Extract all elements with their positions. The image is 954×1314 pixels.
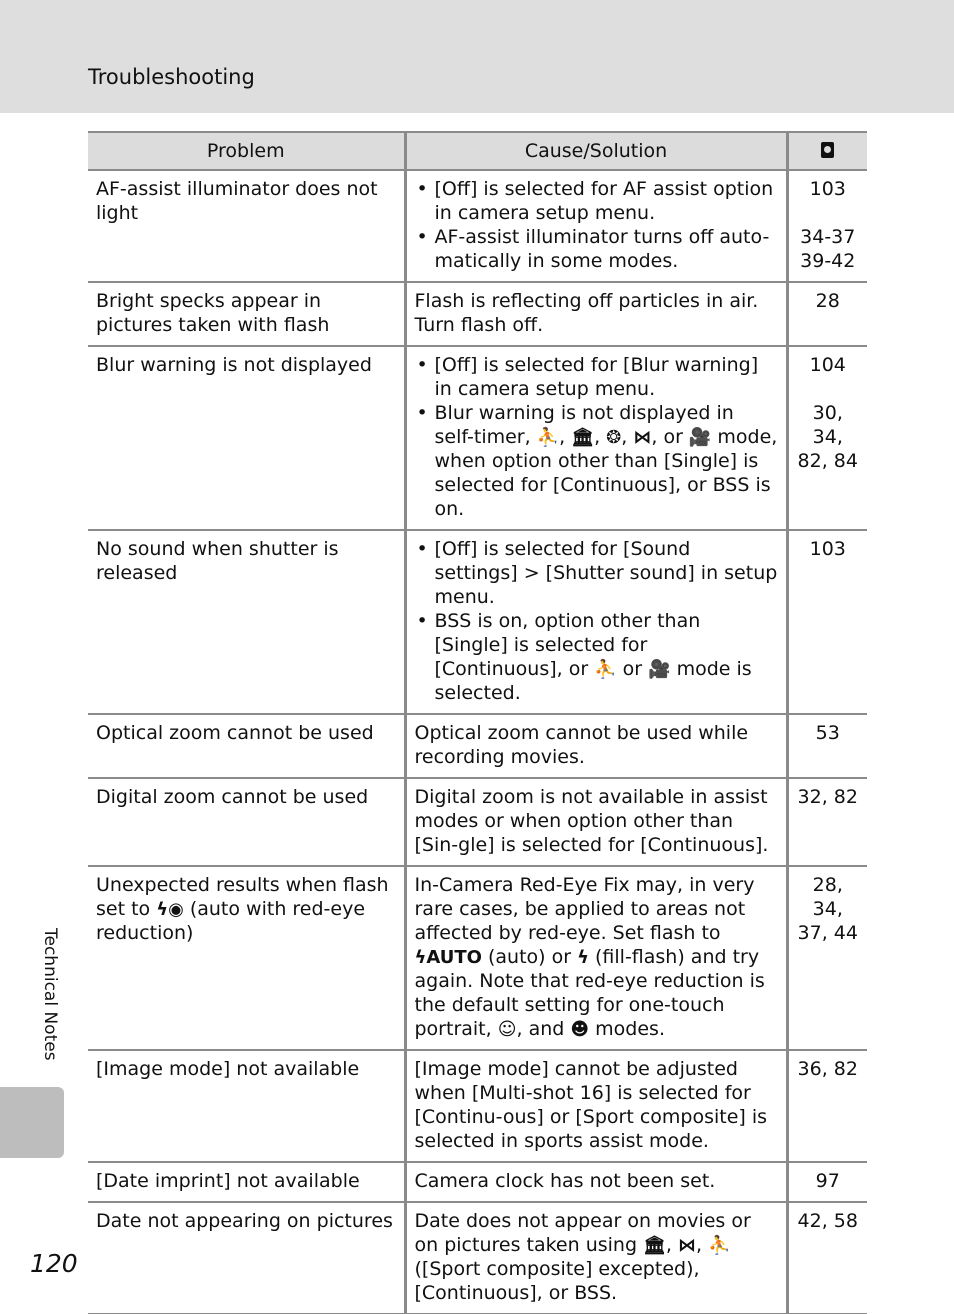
page-cell: [787, 778, 867, 866]
museum-mode-icon: 🏛: [643, 1235, 666, 1256]
table-row: [88, 530, 867, 714]
page-cell: [787, 1162, 867, 1202]
page-ref: 34,: [812, 426, 843, 448]
page-ref: 34,: [812, 898, 843, 920]
cause-cell: [405, 346, 787, 530]
dusk-mode-icon: ⋈: [678, 1235, 697, 1256]
page-number: 120: [30, 1249, 78, 1278]
cause-cell: Camera clock has not been set.: [405, 1162, 787, 1202]
dusk-mode-icon: ⋈: [633, 427, 652, 448]
table-row: [88, 1202, 867, 1314]
sport-mode-icon: ⛹: [536, 427, 560, 448]
page-cell: [787, 866, 867, 1050]
table-row: [88, 1050, 867, 1162]
problem-cell: Blur warning is not displayed: [88, 346, 405, 530]
page-ref: 39-42: [800, 250, 856, 272]
list-item: • [Off] is selected for [Blur warning] in camera setup menu.: [415, 353, 778, 401]
page-ref: 28,: [812, 874, 843, 896]
museum-mode-icon: 🏛: [571, 427, 595, 448]
problem-cell: No sound when shutter is released: [88, 530, 405, 714]
table-row: [88, 778, 867, 866]
problem-cell: Optical zoom cannot be used: [88, 714, 405, 778]
cause-cell: Flash is reflecting off particles in air. Turn flash off.: [405, 282, 787, 346]
list-item: • BSS is on, option other than [Single] is selected for [Continuous], or ⛹ or 🎥 mode is selected.: [415, 609, 778, 705]
problem-cell: [Date imprint] not available: [88, 1162, 405, 1202]
cause-cell: [405, 170, 787, 282]
problem-cell: Digital zoom cannot be used: [88, 778, 405, 866]
page-ref: 32, 82: [797, 786, 858, 808]
page-ref: 30,: [812, 402, 843, 424]
problem-cell: Bright specks appear in pictures taken with flash: [88, 282, 405, 346]
problem-cell: Unexpected results when flash set to ϟ◉ (auto with red-eye reduction): [88, 866, 405, 1050]
table-row: [88, 346, 867, 530]
cause-cell: Optical zoom cannot be used while recording movies.: [405, 714, 787, 778]
page-ref: 36, 82: [797, 1058, 858, 1080]
page-ref: 37, 44: [797, 922, 858, 944]
page-ref: 53: [815, 722, 840, 744]
column-header-problem: Problem: [88, 132, 405, 170]
list-item: • [Off] is selected for AF assist option in camera setup menu.: [415, 177, 778, 225]
troubleshooting-table: [88, 131, 867, 1314]
page-ref: 103: [809, 538, 846, 560]
flash-auto-icon: ϟAUTO: [414, 947, 482, 968]
page-cell: [787, 530, 867, 714]
problem-cell: [Image mode] not available: [88, 1050, 405, 1162]
section-side-tab: [0, 1087, 64, 1158]
portrait-mode-icon: ☺: [497, 1019, 517, 1040]
problem-cell: AF-assist illuminator does not light: [88, 170, 405, 282]
sport-mode-icon: ⛹: [708, 1235, 731, 1256]
cause-cell: In-Camera Red-Eye Fix may, in very rare cases, be applied to areas not affected by red-eye. Set flash to ϟAUTO (auto) or ϟ (fill-flash) and try again. Note that red-eye reduction is the default setting for one-touch portrait, ☺, and ☻ modes.: [405, 866, 787, 1050]
page-cell: [787, 282, 867, 346]
page-cell: [787, 1202, 867, 1314]
list-item: • AF-assist illuminator turns off auto-matically in some modes.: [415, 225, 778, 273]
problem-cell: Date not appearing on pictures: [88, 1202, 405, 1314]
flash-fill-icon: ϟ: [577, 947, 589, 968]
page-cell: [787, 170, 867, 282]
page-ref: 34-37: [800, 226, 856, 248]
night-portrait-mode-icon: ☻: [570, 1019, 590, 1040]
cause-cell: [405, 530, 787, 714]
page-ref: 82, 84: [797, 450, 858, 472]
page-ref: 97: [815, 1170, 840, 1192]
cause-cell: Date does not appear on movies or on pictures taken using 🏛, ⋈, ⛹ ([Sport composite] excepted), [Continuous], or BSS.: [405, 1202, 787, 1314]
table-row: [88, 282, 867, 346]
table-row: [88, 714, 867, 778]
table-header-row: [88, 132, 867, 170]
page-cell: [787, 346, 867, 530]
table-row: [88, 1162, 867, 1202]
table-row: [88, 170, 867, 282]
page-cell: [787, 1050, 867, 1162]
list-item: • [Off] is selected for [Sound settings] > [Shutter sound] in setup menu.: [415, 537, 778, 609]
movie-mode-icon: 🎥: [688, 427, 712, 448]
column-header-cause: Cause/Solution: [405, 132, 787, 170]
list-item: • Blur warning is not displayed in self-timer, ⛹, 🏛, ❂, ⋈, or 🎥 mode, when option other than [Single] is selected for [Continuous], or BSS is on.: [415, 401, 778, 521]
flash-redeye-icon: ϟ◉: [156, 899, 184, 920]
page-ref: 104: [809, 354, 846, 376]
table-row: [88, 866, 867, 1050]
fireworks-mode-icon: ❂: [606, 427, 622, 448]
page-ref: 103: [809, 178, 846, 200]
section-title: Troubleshooting: [88, 65, 255, 89]
page-cell: [787, 714, 867, 778]
page-ref: 28: [815, 290, 840, 312]
page-ref: 42, 58: [797, 1210, 858, 1232]
page-reference-icon: [818, 140, 838, 160]
movie-mode-icon: 🎥: [648, 659, 671, 680]
sport-mode-icon: ⛹: [594, 659, 617, 680]
column-header-page-ref: [787, 132, 867, 170]
section-side-label: Technical Notes: [40, 928, 60, 1061]
header-band: [0, 0, 954, 113]
cause-cell: Digital zoom is not available in assist modes or when option other than [Sin-gle] is selected for [Continuous].: [405, 778, 787, 866]
cause-cell: [Image mode] cannot be adjusted when [Multi-shot 16] is selected for [Continu-ous] or [Sport composite] is selected in sports assist mode.: [405, 1050, 787, 1162]
